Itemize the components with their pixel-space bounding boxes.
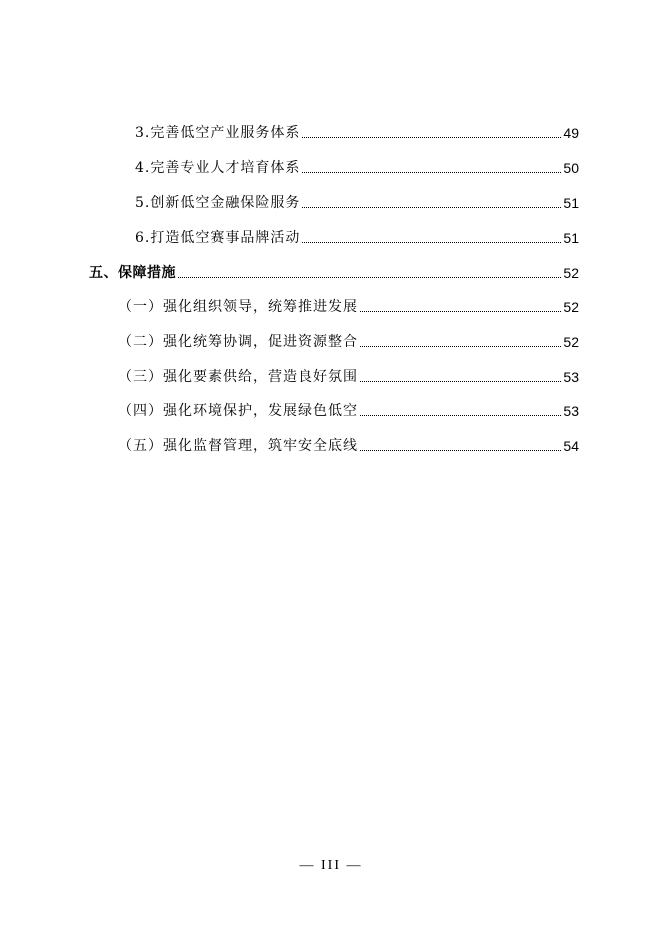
toc-entry-label: 4.完善专业人才培育体系 — [135, 160, 301, 176]
toc-entry-page: 53 — [563, 403, 579, 419]
dot-leader — [360, 346, 561, 347]
toc-subsection-5[interactable] — [118, 435, 579, 457]
toc-entry-6[interactable] — [135, 227, 579, 249]
toc-entry-label: （一）强化组织领导，统筹推进发展 — [118, 299, 358, 315]
toc-section-5[interactable] — [89, 262, 579, 284]
dot-leader — [302, 172, 561, 173]
toc-subsection-1[interactable] — [118, 296, 579, 318]
toc-entry-page: 52 — [563, 299, 579, 315]
toc-entry-page: 53 — [563, 369, 579, 385]
toc-section-label: 五、保障措施 — [89, 265, 176, 281]
toc-entry-label: （四）强化环境保护，发展绿色低空 — [118, 403, 358, 419]
toc-entry-page: 49 — [563, 125, 579, 141]
toc-subsection-4[interactable] — [118, 400, 579, 422]
page-footer-number: — III — — [299, 858, 363, 873]
toc-entry-page: 52 — [563, 334, 579, 350]
dot-leader — [360, 381, 561, 382]
dot-leader — [302, 242, 561, 243]
dot-leader — [302, 137, 561, 138]
toc-entry-label: 5.创新低空金融保险服务 — [135, 195, 301, 211]
dot-leader — [360, 450, 561, 451]
toc-entry-4[interactable] — [135, 157, 579, 179]
toc-entry-label: （五）强化监督管理，筑牢安全底线 — [118, 438, 358, 454]
toc-entry-page: 52 — [563, 265, 579, 281]
toc-entry-page: 51 — [563, 230, 579, 246]
toc-entry-label: （二）强化统筹协调，促进资源整合 — [118, 334, 358, 350]
toc-subsection-2[interactable] — [118, 331, 579, 353]
dot-leader — [360, 415, 561, 416]
dot-leader — [178, 277, 561, 278]
toc-entry-page: 50 — [563, 160, 579, 176]
toc-entry-5[interactable] — [135, 192, 579, 214]
toc-entry-page: 54 — [563, 438, 579, 454]
dot-leader — [302, 207, 561, 208]
toc-entry-label: （三）强化要素供给，营造良好氛围 — [118, 369, 358, 385]
dot-leader — [360, 311, 561, 312]
toc-subsection-3[interactable] — [118, 366, 579, 388]
toc-entry-page: 51 — [563, 195, 579, 211]
toc-entry-3[interactable] — [135, 122, 579, 144]
toc-entry-label: 3.完善低空产业服务体系 — [135, 125, 301, 141]
toc-entry-label: 6.打造低空赛事品牌活动 — [135, 230, 301, 246]
